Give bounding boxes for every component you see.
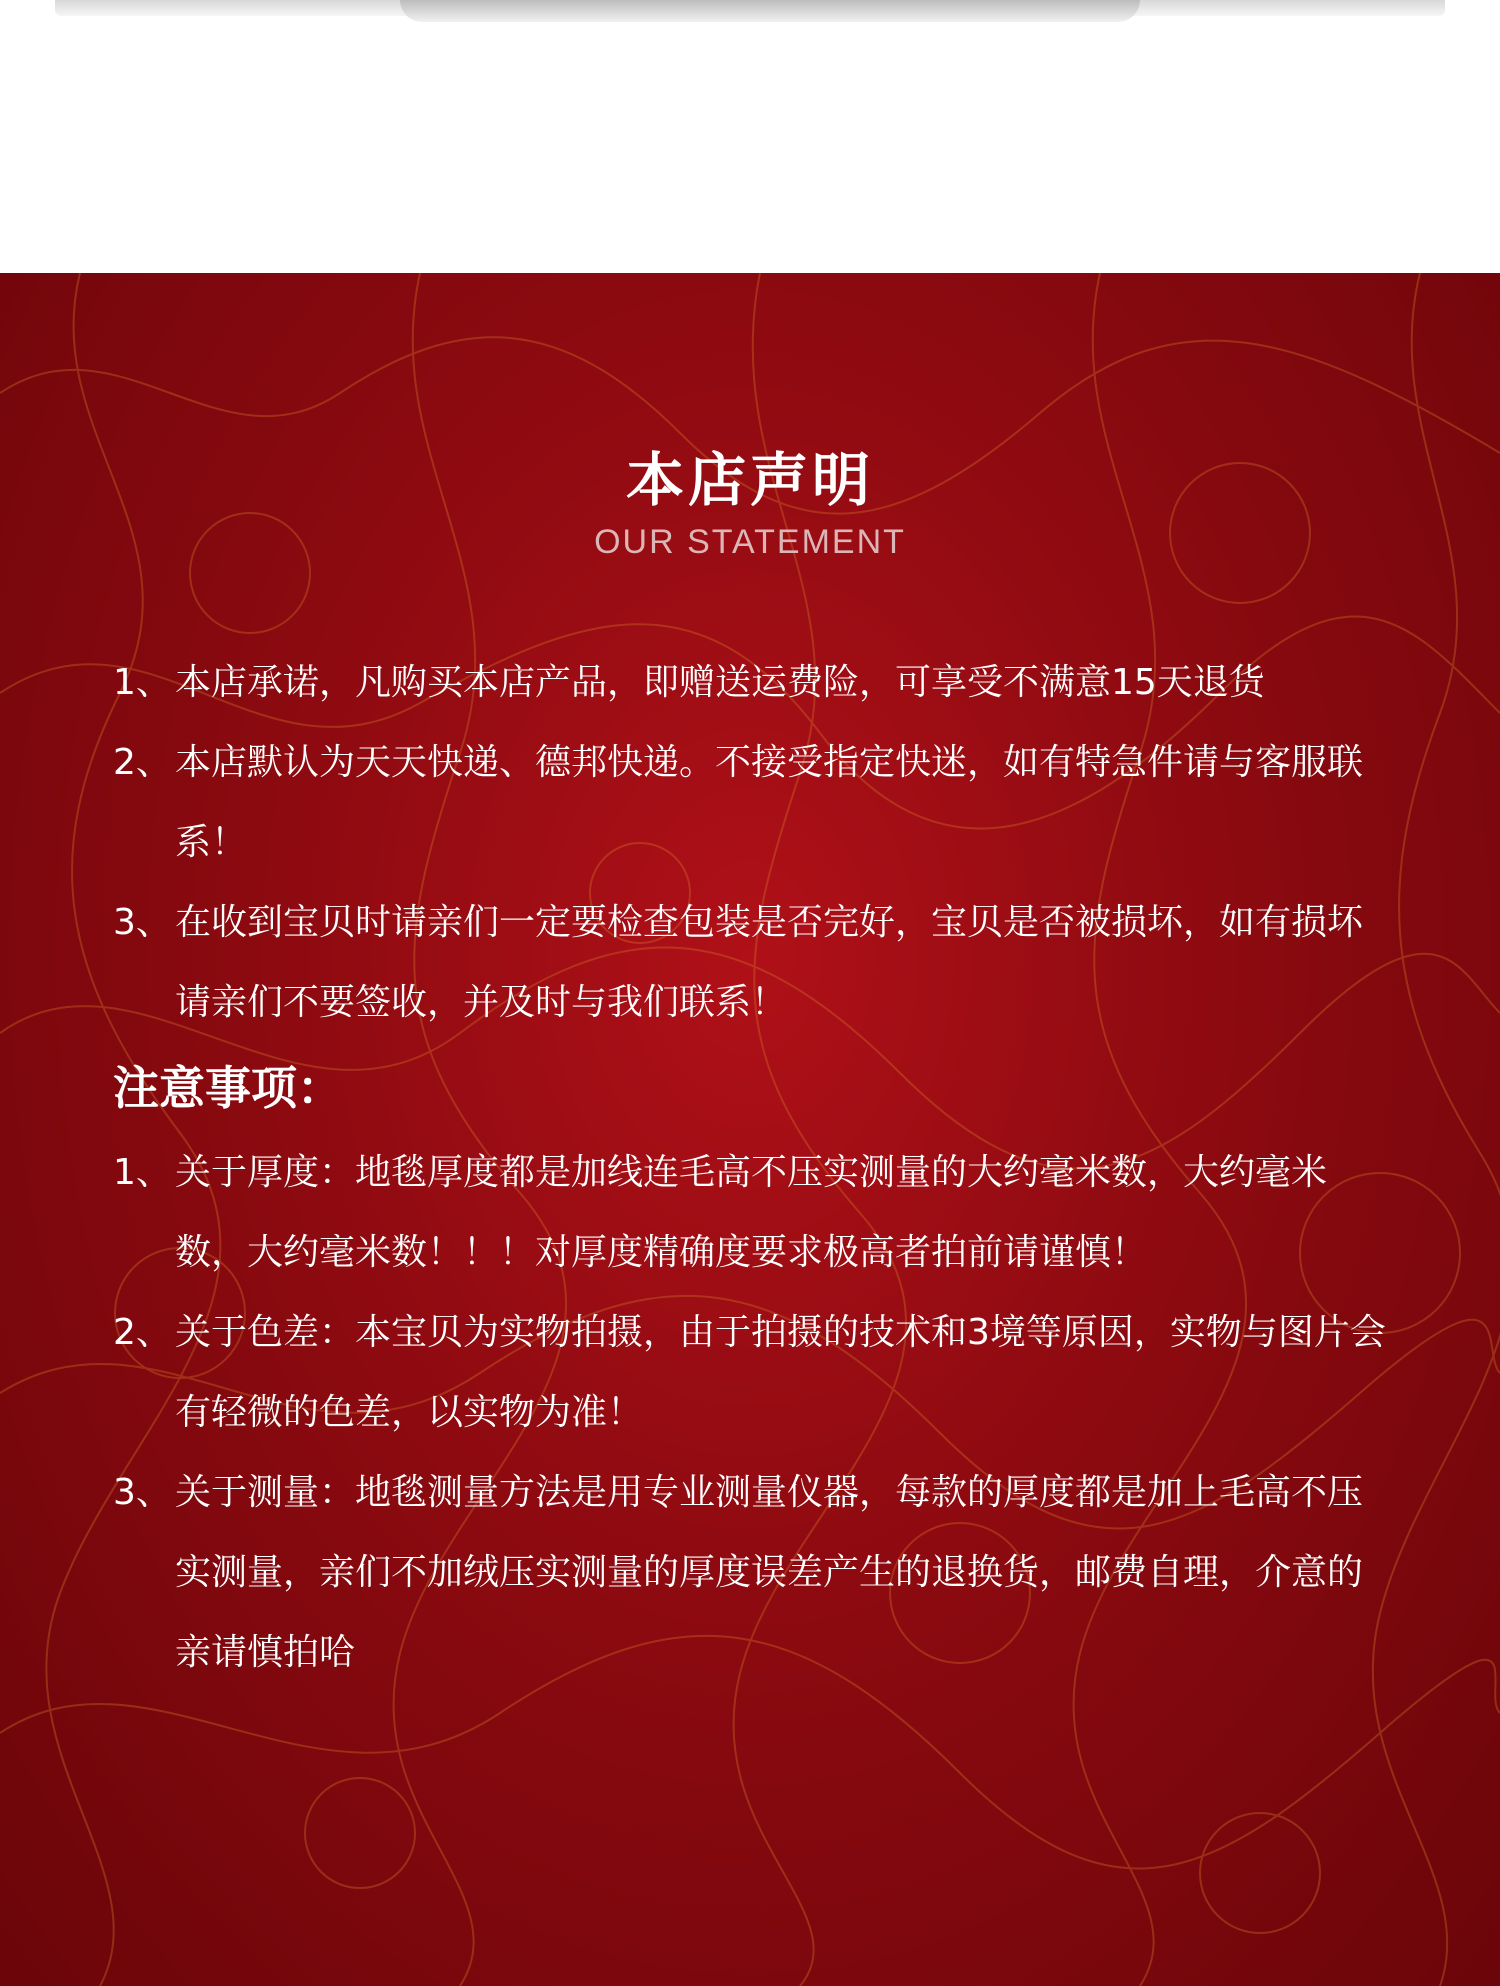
item-number: 2、 xyxy=(113,1312,172,1353)
item-text: 本店默认为天天快递、德邦快递。不接受指定快迷，如有特急件请与客服联系！ xyxy=(175,742,1364,863)
note-item xyxy=(113,1293,1393,1453)
item-text: 关于色差：本宝贝为实物拍摄，由于拍摄的技术和3境等原因，实物与图片会有轻微的色差，以实物为准！ xyxy=(175,1312,1386,1433)
item-number: 3、 xyxy=(113,1472,172,1513)
statement-item xyxy=(113,883,1393,1043)
item-number: 1、 xyxy=(113,1152,172,1193)
statement-subtitle: OUR STATEMENT xyxy=(594,523,906,561)
statement-panel xyxy=(0,273,1500,1986)
item-text: 关于测量：地毯测量方法是用专业测量仪器，每款的厚度都是加上毛高不压实测量，亲们不加绒压实测量的厚度误差产生的退换货，邮费自理，介意的亲请慎拍哈 xyxy=(175,1472,1364,1673)
top-white-strip xyxy=(0,0,1500,273)
item-number: 3、 xyxy=(113,902,172,943)
note-item xyxy=(113,1133,1393,1293)
item-number: 1、 xyxy=(113,662,172,703)
statement-item xyxy=(113,643,1393,723)
item-text: 关于厚度：地毯厚度都是加线连毛高不压实测量的大约毫米数，大约毫米数，大约毫米数！！！对厚度精确度要求极高者拍前请谨慎！ xyxy=(175,1152,1328,1273)
item-text: 本店承诺，凡购买本店产品，即赠送运费险，可享受不满意15天退货 xyxy=(175,662,1265,703)
statement-title: 本店声明 xyxy=(625,446,874,514)
note-item xyxy=(113,1453,1393,1693)
statement-content xyxy=(113,643,1393,1693)
notes-title: 注意事项： xyxy=(113,1061,343,1115)
statement-item xyxy=(113,723,1393,883)
item-text: 在收到宝贝时请亲们一定要检查包装是否完好，宝贝是否被损坏，如有损坏请亲们不要签收，并及时与我们联系！ xyxy=(175,902,1364,1023)
item-number: 2、 xyxy=(113,742,172,783)
product-image-shadow xyxy=(400,0,1140,22)
